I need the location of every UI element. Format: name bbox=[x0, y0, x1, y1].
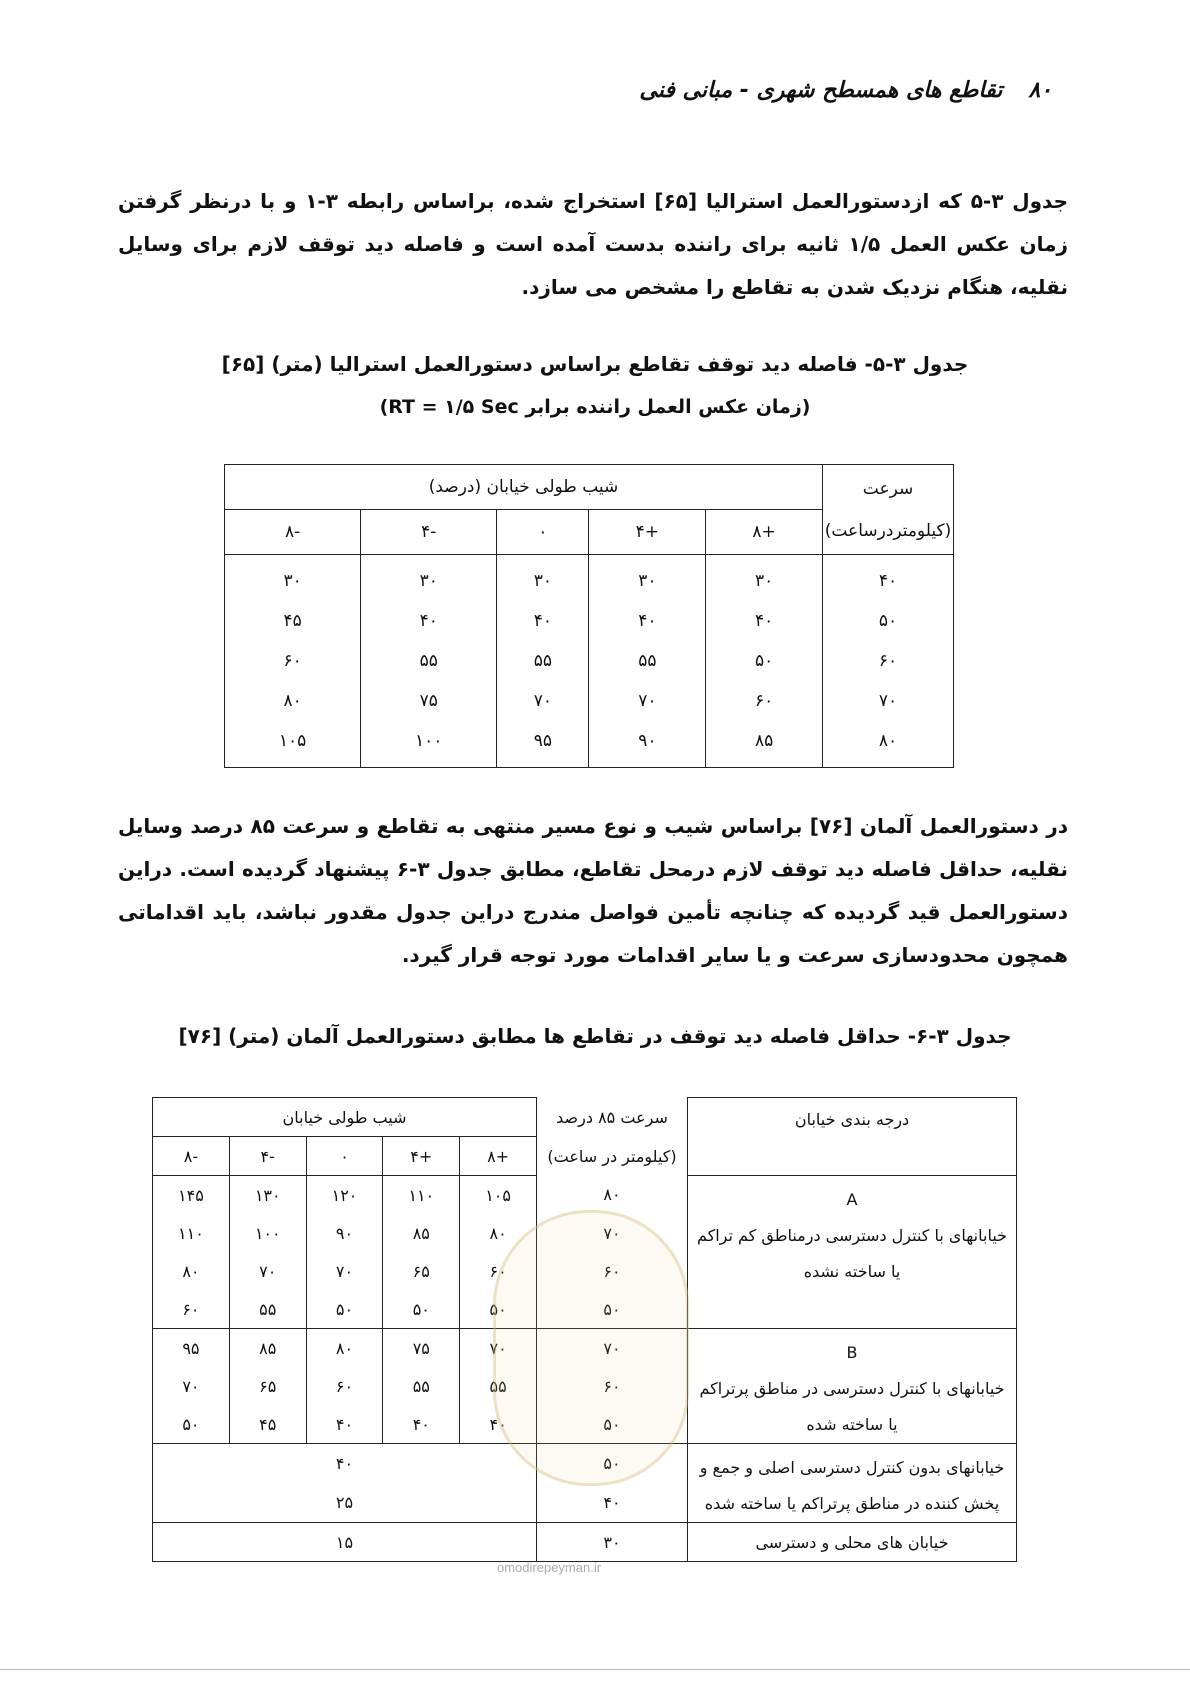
value-cell: ۴۰ bbox=[153, 1444, 537, 1484]
value-cell: ۳۰ bbox=[706, 555, 823, 602]
speed-cell: ۸۰ bbox=[823, 721, 954, 768]
value-cell: ۸۰ bbox=[306, 1329, 383, 1368]
table-row bbox=[153, 1444, 1017, 1484]
class-a-cell bbox=[688, 1176, 1017, 1329]
page-bottom-rule bbox=[0, 1669, 1190, 1670]
running-title: تقاطع های همسطح شهری - مبانی فنی bbox=[639, 78, 1003, 103]
table1-subcaption: (زمان عکس العمل راننده برابر RT = ۱/۵ Sec) bbox=[379, 396, 811, 418]
value-cell: ۵۰ bbox=[706, 641, 823, 681]
table-row bbox=[153, 1176, 1017, 1215]
class-b-desc2: یا ساخته شده bbox=[806, 1415, 898, 1434]
speed-cell: ۷۰ bbox=[537, 1329, 688, 1368]
value-cell: ۶۰ bbox=[153, 1290, 230, 1329]
value-cell: ۸۰ bbox=[153, 1252, 230, 1290]
value-cell: ۷۰ bbox=[306, 1252, 383, 1290]
value-cell: ۶۰ bbox=[460, 1252, 537, 1290]
value-cell: ۸۵ bbox=[706, 721, 823, 768]
grade-label: -۸ bbox=[225, 510, 361, 555]
value-cell: ۷۰ bbox=[497, 681, 589, 721]
speed-cell: ۷۰ bbox=[823, 681, 954, 721]
value-cell: ۴۰ bbox=[497, 601, 589, 641]
class-a-desc1: خیابانهای با کنترل دسترسی درمناطق کم تراکم bbox=[696, 1226, 1008, 1245]
value-cell: ۹۰ bbox=[306, 1214, 383, 1252]
table1-caption: جدول ۳-۵- فاصله دید توقف تقاطع براساس دستورالعمل استرالیا (متر) [۶۵] bbox=[221, 352, 969, 376]
speed-header-line1: سرعت bbox=[862, 478, 914, 499]
value-cell: ۳۰ bbox=[361, 555, 497, 602]
grade-header: شیب طولی خیابان (درصد) bbox=[225, 465, 823, 510]
page-number: ۸۰ bbox=[1028, 78, 1052, 103]
class-a-desc2: یا ساخته نشده bbox=[803, 1262, 901, 1281]
grade-label: +۸ bbox=[706, 510, 823, 555]
speed-cell: ۴۰ bbox=[823, 555, 954, 602]
speed-cell: ۵۰ bbox=[537, 1444, 688, 1484]
value-cell: ۸۰ bbox=[460, 1214, 537, 1252]
stopping-distance-table-australia bbox=[224, 464, 954, 768]
grade-label: ۰ bbox=[306, 1137, 383, 1176]
class-header: درجه بندی خیابان bbox=[688, 1098, 1017, 1176]
speed-cell: ۶۰ bbox=[537, 1367, 688, 1405]
value-cell: ۷۰ bbox=[229, 1252, 306, 1290]
speed-cell: ۵۰ bbox=[823, 601, 954, 641]
speed-cell: ۳۰ bbox=[537, 1523, 688, 1562]
value-cell: ۴۰ bbox=[306, 1405, 383, 1444]
value-cell: ۷۰ bbox=[153, 1367, 230, 1405]
value-cell: ۵۵ bbox=[589, 641, 706, 681]
value-cell: ۴۵ bbox=[225, 601, 361, 641]
speed-cell: ۴۰ bbox=[537, 1483, 688, 1523]
page-header bbox=[138, 78, 1052, 103]
value-cell: ۵۵ bbox=[361, 641, 497, 681]
value-cell: ۴۰ bbox=[589, 601, 706, 641]
value-cell: ۵۰ bbox=[383, 1290, 460, 1329]
grade-label: ۰ bbox=[497, 510, 589, 555]
value-cell: ۳۰ bbox=[225, 555, 361, 602]
value-cell: ۳۰ bbox=[497, 555, 589, 602]
value-cell: ۶۵ bbox=[383, 1252, 460, 1290]
class-c-desc1: خیابانهای بدون کنترل دسترسی اصلی و جمع و bbox=[699, 1458, 1005, 1477]
value-cell: ۱۰۰ bbox=[361, 721, 497, 768]
table-row bbox=[225, 641, 954, 681]
paragraph-german: در دستورالعمل آلمان [۷۶] براساس شیب و نوع مسیر منتهی به تقاطع و سرعت ۸۵ درصد وسایل نقلیه، حداقل فاصله دید توقف لازم درمحل تقاطع، مطابق جدول ۳-۶ پیشنهاد گردیده است. دراین دستورالعمل قید گردیده که چنانچه تأمین فواصل مندرج دراین جدول مقدور نباشد، باید اقداماتی همچون محدودسازی سرعت و یا سایر اقدامات مورد توجه قرار گیرد. bbox=[118, 814, 1068, 967]
table-row bbox=[225, 681, 954, 721]
grade-label: -۴ bbox=[229, 1137, 306, 1176]
class-d-cell: خیابان های محلی و دسترسی bbox=[688, 1523, 1017, 1562]
value-cell: ۵۰ bbox=[306, 1290, 383, 1329]
value-cell: ۹۰ bbox=[589, 721, 706, 768]
value-cell: ۲۵ bbox=[153, 1483, 537, 1523]
stopping-distance-table-germany bbox=[152, 1097, 1017, 1562]
value-cell: ۷۵ bbox=[361, 681, 497, 721]
value-cell: ۱۴۵ bbox=[153, 1176, 230, 1215]
table-row bbox=[153, 1329, 1017, 1368]
class-b-desc1: خیابانهای با کنترل دسترسی در مناطق پرتراکم bbox=[699, 1379, 1005, 1398]
value-cell: ۱۵ bbox=[153, 1523, 537, 1562]
speed-cell: ۸۰ bbox=[537, 1176, 688, 1215]
grade-header: شیب طولی خیابان bbox=[153, 1098, 537, 1137]
watermark-text: omodirepeyman.ir bbox=[497, 1560, 602, 1575]
value-cell: ۷۵ bbox=[383, 1329, 460, 1368]
value-cell: ۱۰۰ bbox=[229, 1214, 306, 1252]
grade-label: +۴ bbox=[383, 1137, 460, 1176]
speed-cell: ۵۰ bbox=[537, 1290, 688, 1329]
grade-label: +۸ bbox=[460, 1137, 537, 1176]
value-cell: ۳۰ bbox=[589, 555, 706, 602]
value-cell: ۶۵ bbox=[229, 1367, 306, 1405]
table-row bbox=[153, 1523, 1017, 1562]
value-cell: ۸۵ bbox=[383, 1214, 460, 1252]
value-cell: ۱۱۰ bbox=[153, 1214, 230, 1252]
speed-header-line2: (کیلومتر در ساعت) bbox=[537, 1137, 688, 1176]
value-cell: ۴۰ bbox=[383, 1405, 460, 1444]
table2-caption: جدول ۳-۶- حداقل فاصله دید توقف در تقاطع ها مطابق دستورالعمل آلمان (متر) [۷۶] bbox=[178, 1024, 1012, 1048]
value-cell: ۸۵ bbox=[229, 1329, 306, 1368]
value-cell: ۶۰ bbox=[225, 641, 361, 681]
class-c-cell bbox=[688, 1444, 1017, 1523]
value-cell: ۱۲۰ bbox=[306, 1176, 383, 1215]
speed-header-line2: (کیلومتردرساعت) bbox=[824, 520, 952, 541]
table-row bbox=[225, 601, 954, 641]
grade-label: -۴ bbox=[361, 510, 497, 555]
value-cell: ۵۰ bbox=[460, 1290, 537, 1329]
class-b-letter: B bbox=[846, 1343, 858, 1362]
value-cell: ۷۰ bbox=[589, 681, 706, 721]
value-cell: ۶۰ bbox=[706, 681, 823, 721]
value-cell: ۴۰ bbox=[460, 1405, 537, 1444]
grade-label: -۸ bbox=[153, 1137, 230, 1176]
value-cell: ۵۵ bbox=[460, 1367, 537, 1405]
speed-cell: ۵۰ bbox=[537, 1405, 688, 1444]
value-cell: ۵۵ bbox=[229, 1290, 306, 1329]
value-cell: ۴۵ bbox=[229, 1405, 306, 1444]
value-cell: ۷۰ bbox=[460, 1329, 537, 1368]
value-cell: ۵۰ bbox=[153, 1405, 230, 1444]
class-c-desc2: پخش کننده در مناطق پرتراکم یا ساخته شده bbox=[704, 1494, 1000, 1513]
table-row bbox=[225, 721, 954, 768]
value-cell: ۶۰ bbox=[306, 1367, 383, 1405]
value-cell: ۱۱۰ bbox=[383, 1176, 460, 1215]
value-cell: ۵۵ bbox=[497, 641, 589, 681]
speed-cell: ۶۰ bbox=[823, 641, 954, 681]
value-cell: ۹۵ bbox=[497, 721, 589, 768]
value-cell: ۵۵ bbox=[383, 1367, 460, 1405]
value-cell: ۴۰ bbox=[361, 601, 497, 641]
value-cell: ۱۳۰ bbox=[229, 1176, 306, 1215]
value-cell: ۴۰ bbox=[706, 601, 823, 641]
value-cell: ۱۰۵ bbox=[225, 721, 361, 768]
class-b-cell bbox=[688, 1329, 1017, 1444]
value-cell: ۸۰ bbox=[225, 681, 361, 721]
speed-header bbox=[823, 465, 954, 555]
value-cell: ۹۵ bbox=[153, 1329, 230, 1368]
speed-cell: ۷۰ bbox=[537, 1214, 688, 1252]
speed-cell: ۶۰ bbox=[537, 1252, 688, 1290]
paragraph-intro: جدول ۳-۵ که ازدستورالعمل استرالیا [۶۵] استخراج شده، براساس رابطه ۳-۱ و با درنظر گرفتن زمان عکس العمل ۱/۵ ثانیه برای راننده بدست آمده است و فاصله دید توقف لازم برای وسایل نقلیه، هنگام نزدیک شدن به تقاطع را مشخص می سازد. bbox=[118, 189, 1069, 299]
speed-header-line1: سرعت ۸۵ درصد bbox=[537, 1098, 688, 1137]
table-row bbox=[225, 555, 954, 602]
grade-label: +۴ bbox=[589, 510, 706, 555]
class-a-letter: A bbox=[846, 1190, 858, 1209]
value-cell: ۱۰۵ bbox=[460, 1176, 537, 1215]
